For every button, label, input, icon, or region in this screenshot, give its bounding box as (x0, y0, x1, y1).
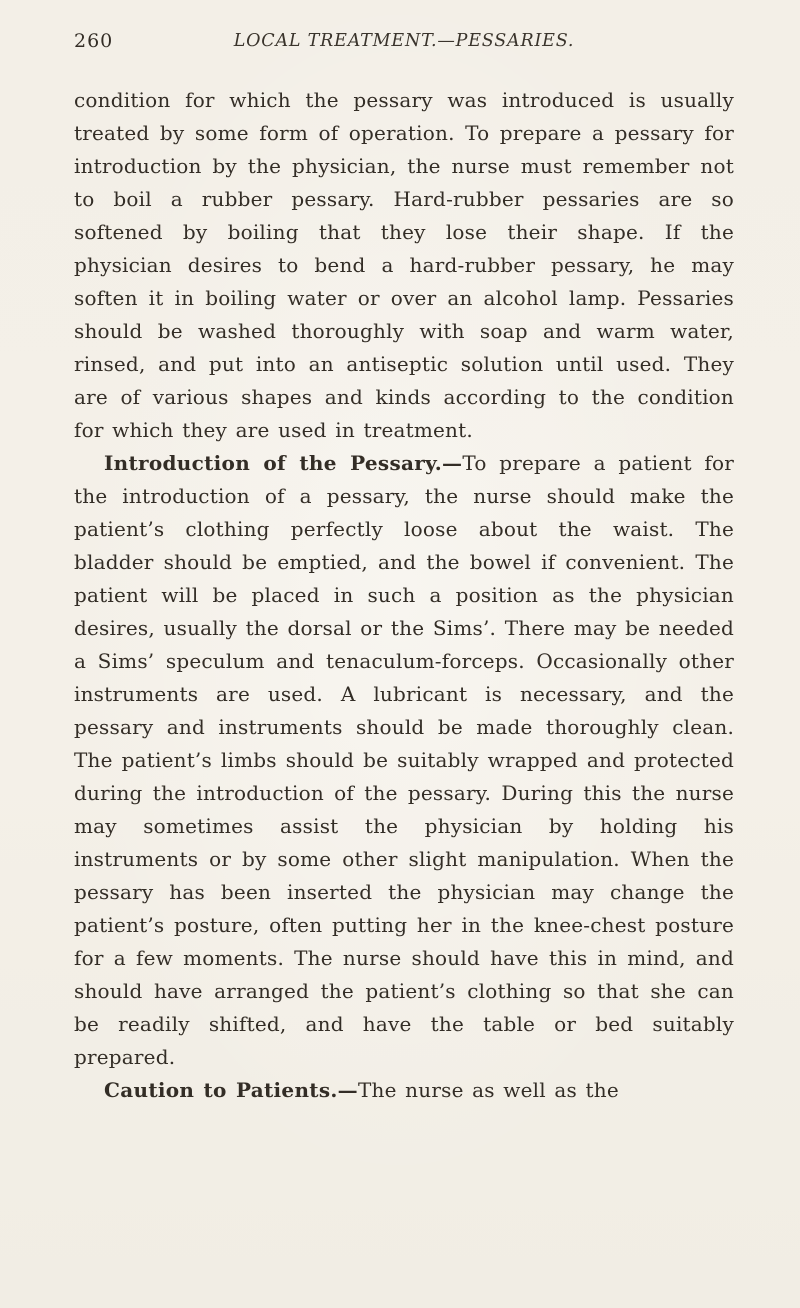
page-header (74, 26, 734, 60)
paragraph-text: condition for which the pessary was introduced is usually treated by some form of operation. To prepare a pessary for introduction by the physician, the nurse must remember not to boil a rubber pessary. Hard-rubber pessaries are so softened by boiling that they lose their shape. If the physician desires to bend a hard-rubber pessary, he may soften it in boiling water or over an alcohol lamp. Pessaries should be washed thoroughly with soap and warm water, rinsed, and put into an antiseptic solution until used. They are of various shapes and kinds according to the condition for which they are used in treatment. (74, 88, 734, 442)
page-number: 260 (74, 30, 114, 52)
running-title: LOCAL TREATMENT.—PESSARIES. (233, 31, 575, 51)
page-body (74, 84, 734, 1107)
paragraph-introduction-of-pessary (74, 447, 734, 1074)
paragraph-text: To prepare a patient for the introduction of a pessary, the nurse should make the patient’s clothing perfectly loose about the waist. The bladder should be emptied, and the bowel if convenient. The patient will be placed in such a position as the physician desires, usually the dorsal or the Sims’. There may be needed a Sims’ speculum and tenaculum-forceps. Occasionally other instruments are used. A lubricant is necessary, and the pessary and instruments should be made thoroughly clean. The patient’s limbs should be suitably wrapped and protected during the introduction of the pessary. During this the nurse may sometimes assist the physician by holding his instruments or by some other slight manipulation. When the pessary has been inserted the physician may change the patient’s posture, often putting her in the knee-chest posture for a few moments. The nurse should have this in mind, and should have arranged the patient’s clothing so that she can be readily shifted, and have the table or bed suitably prepared. (74, 451, 734, 1069)
paragraph-lead-heading: Introduction of the Pessary.— (104, 451, 463, 475)
paragraph-caution-to-patients (74, 1074, 734, 1107)
paragraph-continuation (74, 84, 734, 447)
paragraph-text: The nurse as well as the (357, 1078, 619, 1102)
paragraph-lead-heading: Caution to Patients.— (104, 1078, 358, 1102)
